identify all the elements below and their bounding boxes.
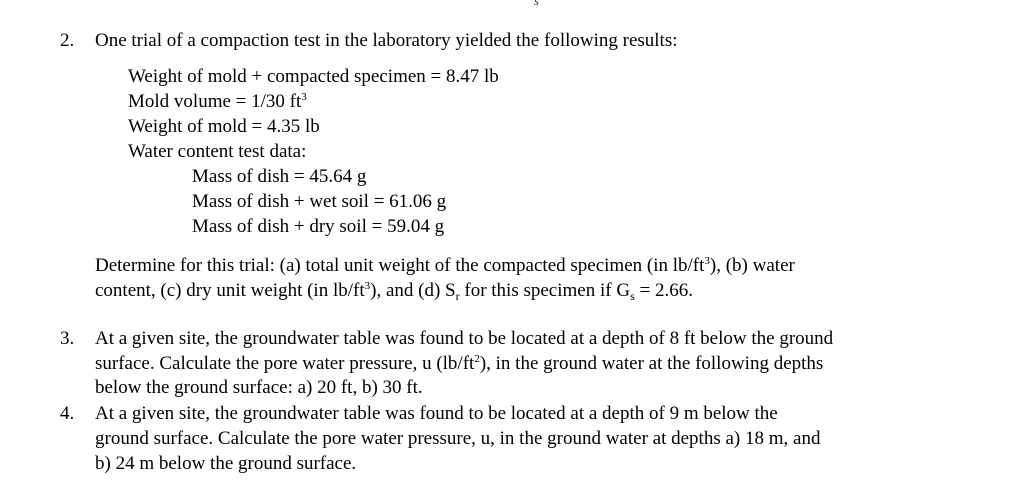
problem-3-number: 3. bbox=[60, 328, 75, 349]
problem-4-line-2: ground surface. Calculate the pore water pressure, u, in the ground water at depths a) 18 m, and bbox=[95, 428, 821, 449]
problem-4-line-1: At a given site, the groundwater table was found to be located at a depth of 9 m below the bbox=[95, 403, 778, 424]
weight-mold-specimen: Weight of mold + compacted specimen = 8.47 lb bbox=[128, 66, 499, 87]
problem-3-line-2: surface. Calculate the pore water pressure, u $(lb/ft^2)$, in the ground water at the following depths bbox=[95, 353, 824, 374]
problem-4-line-3: b) 24 m below the ground surface. bbox=[95, 453, 357, 474]
determine-line-1: Determine for this trial: (a) total unit weight of the compacted specimen (in $lb/ft^3$), (b) water bbox=[95, 255, 795, 276]
mass-dish: Mass of dish = 45.64 g bbox=[192, 166, 367, 187]
cropped-subscript-artifact: s bbox=[534, 0, 540, 8]
mass-dish-dry-soil: Mass of dish + dry soil = 59.04 g bbox=[192, 216, 445, 237]
problem-3-line-1: At a given site, the groundwater table was found to be located at a depth of 8 ft below the ground bbox=[95, 328, 834, 349]
weight-mold: Weight of mold = 4.35 lb bbox=[128, 116, 320, 137]
mold-volume: Mold volume = 1/30 $ft^3$ bbox=[128, 91, 307, 112]
problem-4-number: 4. bbox=[60, 403, 75, 424]
problem-2-number: 2. bbox=[60, 30, 75, 51]
problem-2-intro: One trial of a compaction test in the laboratory yielded the following results: bbox=[95, 30, 678, 51]
mass-dish-wet-soil: Mass of dish + wet soil = 61.06 g bbox=[192, 191, 447, 212]
determine-line-2: content, (c) dry unit weight (in $lb/ft^3$), and (d) $S_r$ for this specimen if $G_s = 2.66$. bbox=[95, 280, 693, 303]
water-content-heading: Water content test data: bbox=[128, 141, 307, 162]
problem-3-line-3: below the ground surface: a) 20 ft, b) 30 ft. bbox=[95, 377, 423, 398]
